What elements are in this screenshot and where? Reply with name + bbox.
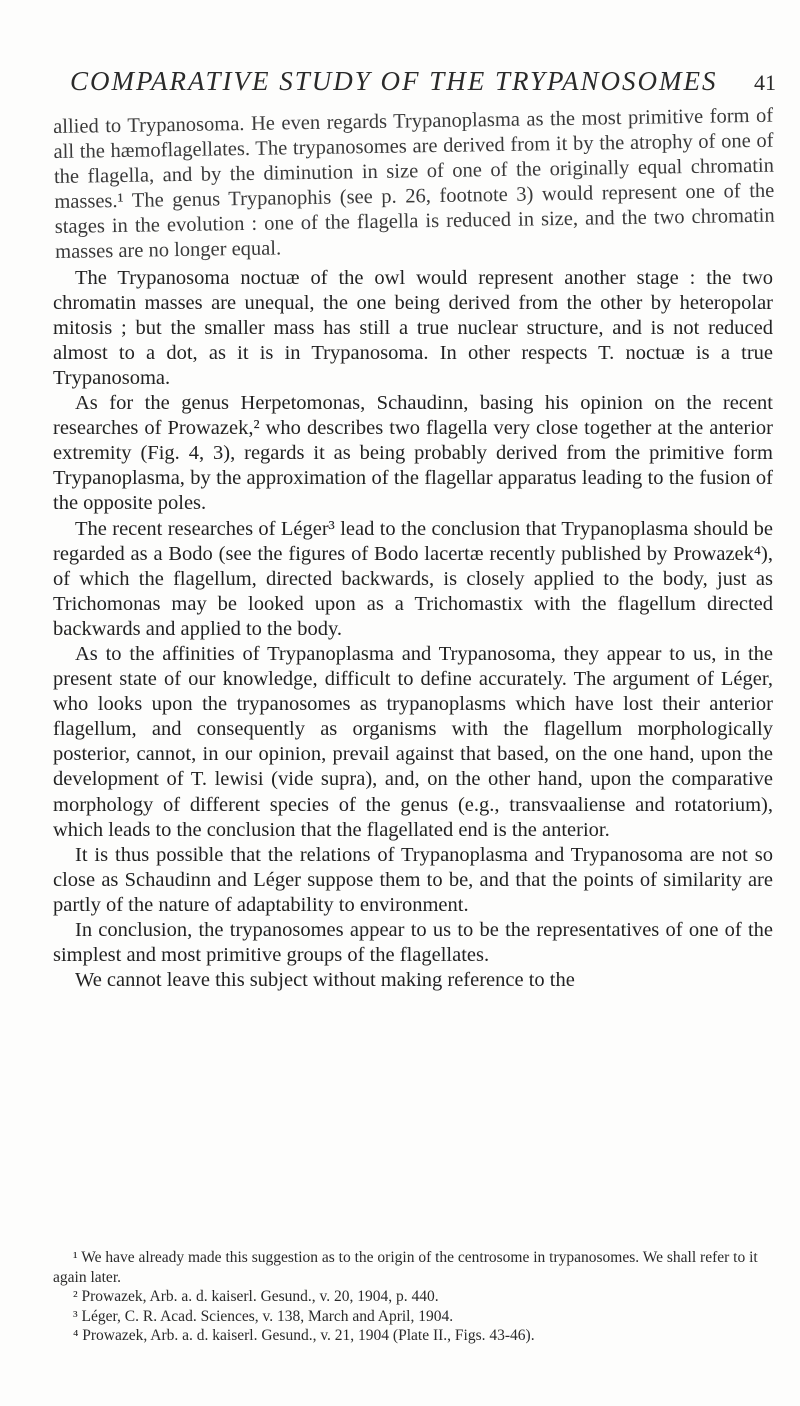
paragraph: The recent researches of Léger³ lead to the conclusion that Trypanoplasma should be regarded as a Bodo (see the figures of Bodo lacertæ recently published by Prowazek⁴), of which the flagellum, directed backwards, is closely applied to the body, just as Trichomonas may be looked upon as a Trichomastix with the flagellum directed backwards and applied to the body. [53,517,773,640]
footnote: ¹ We have already made this suggestion as to the origin of the centrosome in trypanosomes. We shall refer to it again later. [53,1249,758,1286]
paragraph: As to the affinities of Trypanoplasma and Trypanosoma, they appear to us, in the present state of our knowledge, difficult to define accurately. The argument of Léger, who looks upon the trypanosomes as trypanoplasms which have lost their anterior flagellum, and consequently as organisms with the flagellum morphologically posterior, cannot, in our opinion, prevail against that based, on the one hand, upon the development of T. lewisi (vide supra), and, on the other hand, upon the comparative morphology of different species of the genus (e.g., transvaaliense and rotatorium), which leads to the conclusion that the flagellated end is the anterior. [53,642,773,841]
paragraph: As for the genus Herpetomonas, Schaudinn, basing his opinion on the recent researches of Prowazek,² who describes two flagella very close together at the anterior extremity (Fig. 4, 3), regards it as being probably derived from the primitive form Trypanoplasma, by the approximation of the flagellar apparatus leading to the fusion of the opposite poles. [53,392,773,515]
page-number: 41 [754,70,776,95]
body-text [53,104,775,993]
paragraph: In conclusion, the trypanosomes appear to us to be the representatives of one of the simplest and most primitive groups of the flagellates. [53,919,773,967]
paragraph: allied to Trypanosoma. He even regards Trypanoplasma as the most primitive form of all the hæmoflagellates. The trypanosomes are derived from it by the atrophy of one of the flagella, and by the diminution in size of one of the originally equal chromatin masses.¹ The genus Trypanophis (see p. 26, footnote 3) would represent one of the stages in the evolution : one of the flagella is reduced in size, and the two chromatin masses are no longer equal. [53,104,775,264]
running-head-title: COMPARATIVE STUDY OF THE TRYPANOSOMES [70,66,718,96]
running-head [70,66,790,106]
paragraph: The Trypanosoma noctuæ of the owl would represent another stage : the two chromatin masses are unequal, the one being derived from the other by heteropolar mitosis ; but the smaller mass has still a true nuclear structure, and is not reduced almost to a dot, as it is in Trypanosoma. In other respects T. noctuæ is a true Trypanosoma. [53,266,773,389]
footnotes [53,1248,773,1346]
footnote: ³ Léger, C. R. Acad. Sciences, v. 138, March and April, 1904. [73,1307,454,1325]
paragraph: We cannot leave this subject without making reference to the [75,969,575,992]
footnote: ⁴ Prowazek, Arb. a. d. kaiserl. Gesund., v. 21, 1904 (Plate II., Figs. 43-46). [73,1327,535,1344]
paragraph: It is thus possible that the relations of Trypanoplasma and Trypanosoma are not so close as Schaudinn and Léger suppose them to be, and that the points of similarity are partly of the nature of adaptability to environment. [53,843,773,916]
footnote: ² Prowazek, Arb. a. d. kaiserl. Gesund., v. 20, 1904, p. 440. [73,1288,439,1305]
